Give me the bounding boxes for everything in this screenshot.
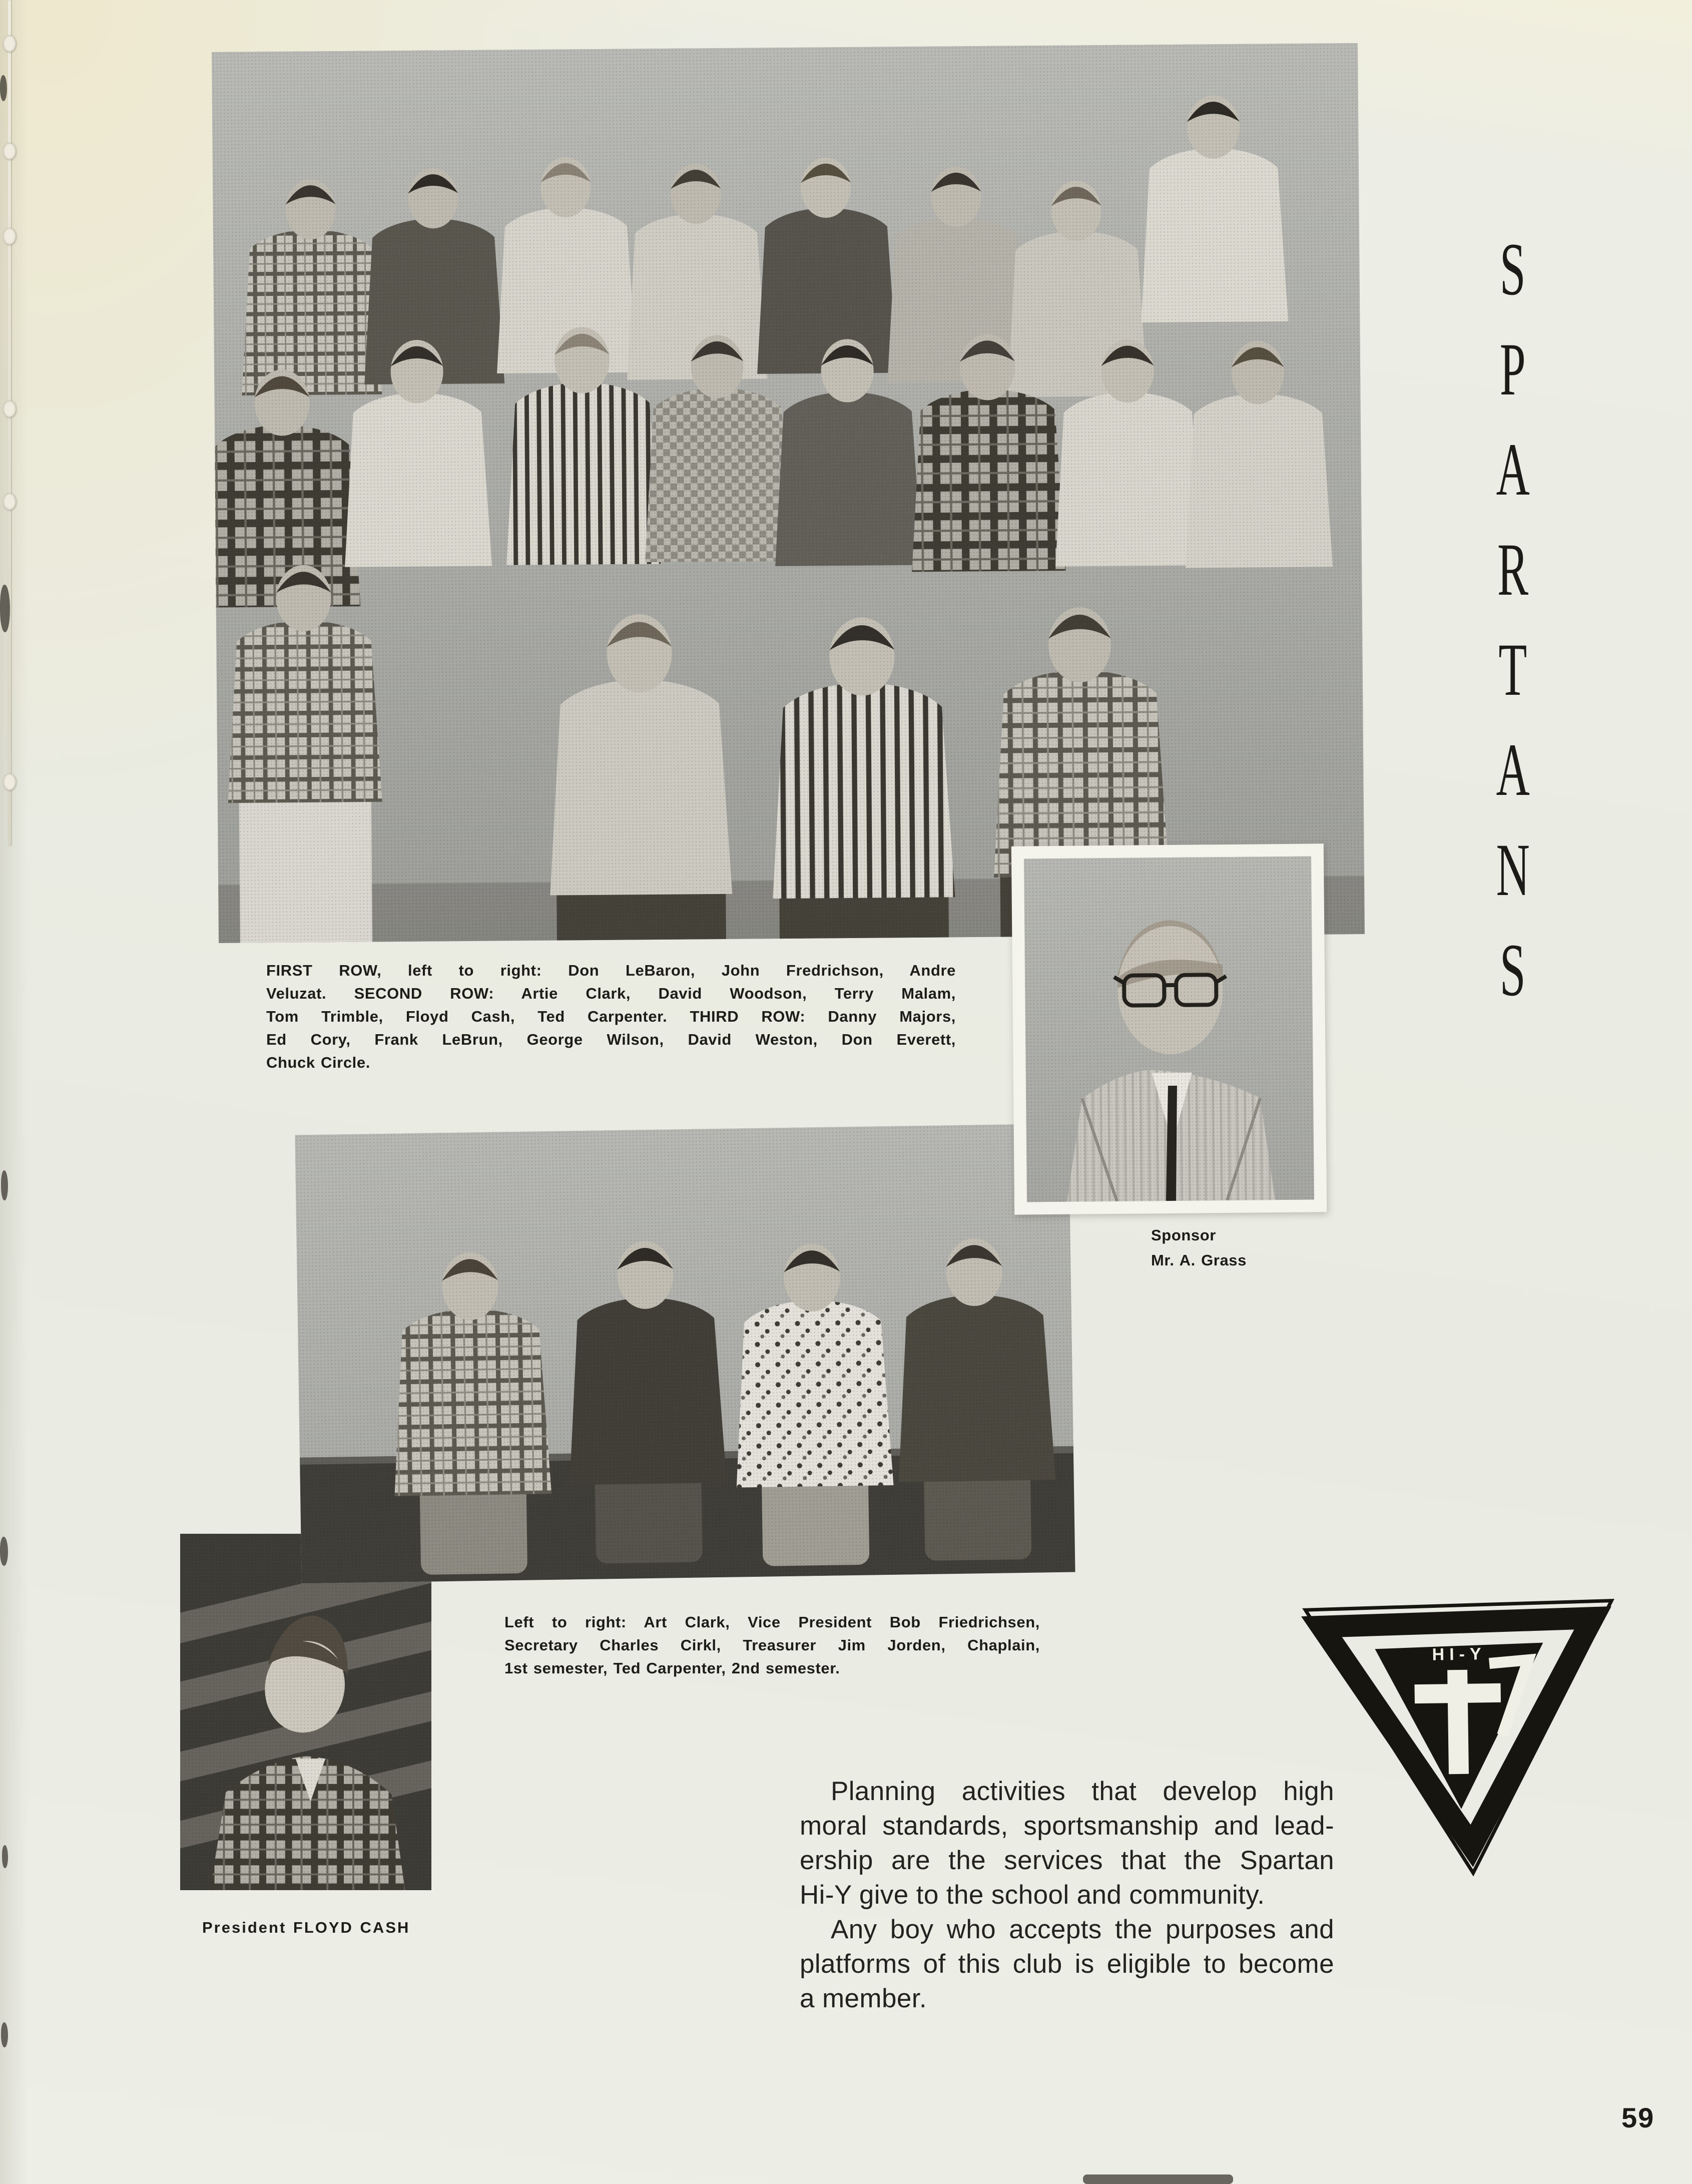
side-title-letter: R bbox=[1497, 528, 1529, 611]
body-line: a member. bbox=[800, 1984, 927, 2013]
group-photo bbox=[212, 43, 1365, 943]
paper-speck bbox=[1083, 2174, 1233, 2184]
side-title-letter: S bbox=[1500, 929, 1526, 1012]
binding-thread bbox=[8, 0, 11, 846]
body-line: Hi-Y give to the school and community. bbox=[800, 1880, 1265, 1910]
side-title-spartans bbox=[1480, 219, 1545, 1020]
side-title-letter: N bbox=[1496, 828, 1530, 912]
side-title-letter: T bbox=[1498, 628, 1527, 711]
paper-speck bbox=[0, 585, 10, 632]
side-title-letter: P bbox=[1500, 328, 1526, 411]
officers-photo bbox=[295, 1124, 1075, 1584]
sponsor-caption bbox=[1151, 1223, 1361, 1273]
caption-line: Secretary Charles Cirkl, Treasurer Jim Jorden, Chaplain, bbox=[504, 1636, 1040, 1654]
binding-knot bbox=[3, 773, 16, 790]
caption-line: Tom Trimble, Floyd Cash, Ted Carpenter. THIRD ROW: Danny Majors, bbox=[266, 1008, 956, 1025]
binding-knot bbox=[3, 400, 16, 417]
sponsor-photo bbox=[1024, 856, 1314, 1202]
body-line: ership are the services that the Spartan bbox=[800, 1846, 1334, 1875]
body-line: platforms of this club is eligible to become bbox=[800, 1949, 1334, 1979]
caption-line: Left to right: Art Clark, Vice President Bob Friedrichsen, bbox=[504, 1613, 1040, 1631]
president-photo bbox=[180, 1534, 431, 1890]
binding-knot bbox=[3, 143, 16, 160]
caption-line: 1st semester, Ted Carpenter, 2nd semester. bbox=[504, 1659, 840, 1677]
caption-line: Chuck Circle. bbox=[266, 1054, 370, 1071]
body-line: moral standards, sportsmanship and lead- bbox=[800, 1811, 1334, 1841]
hiy-emblem bbox=[1293, 1593, 1621, 1885]
caption-line: Veluzat. SECOND ROW: Artie Clark, David Woodson, Terry Malam, bbox=[266, 985, 956, 1002]
paper-speck bbox=[2, 1845, 8, 1868]
group-caption bbox=[266, 959, 956, 1074]
side-title-letter: S bbox=[1500, 228, 1526, 311]
president-caption: President FLOYD CASH bbox=[202, 1919, 410, 1936]
paper-speck bbox=[0, 1537, 8, 1566]
sponsor-caption-line: Mr. A. Grass bbox=[1151, 1251, 1247, 1269]
caption-line: FIRST ROW, left to right: Don LeBaron, John Fredrichson, Andre bbox=[266, 962, 956, 979]
caption-line: Ed Cory, Frank LeBrun, George Wilson, David Weston, Don Everett, bbox=[266, 1031, 956, 1048]
binding-knot bbox=[3, 493, 16, 510]
side-title-letter: A bbox=[1496, 728, 1530, 811]
sponsor-photo-frame bbox=[1011, 843, 1327, 1214]
binding-knot bbox=[3, 228, 16, 245]
binding-knot bbox=[3, 35, 16, 52]
paper-speck bbox=[1, 2022, 8, 2047]
club-description bbox=[800, 1774, 1334, 2016]
body-line: Planning activities that develop high bbox=[831, 1777, 1334, 1806]
sponsor-caption-line: Sponsor bbox=[1151, 1226, 1216, 1244]
side-title-letter: A bbox=[1496, 428, 1530, 511]
page-number: 59 bbox=[1621, 2102, 1655, 2133]
body-line: Any boy who accepts the purposes and bbox=[831, 1915, 1334, 1944]
paper-speck bbox=[0, 75, 7, 101]
paper-speck bbox=[1, 1170, 8, 1200]
emblem-label: HI-Y bbox=[1432, 1644, 1486, 1664]
officers-caption bbox=[504, 1611, 1040, 1680]
